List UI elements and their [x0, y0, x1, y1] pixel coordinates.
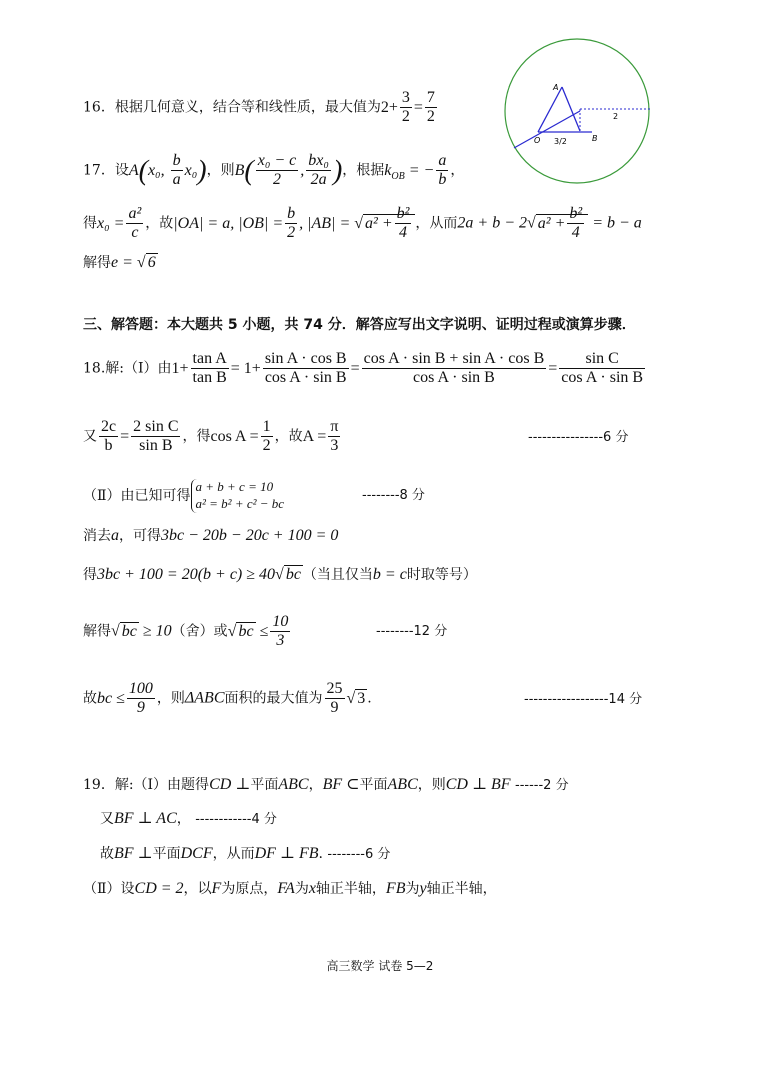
problem-19-line3 — [100, 846, 390, 862]
p19-l4-m5: FB — [385, 880, 406, 897]
p18-f10d: 9 — [136, 699, 145, 717]
p18-l4-eq: 3bc − 20b − 20c + 100 = 0 — [161, 527, 339, 544]
p16-two: 2 — [380, 98, 389, 116]
label-A: A — [553, 83, 559, 92]
p19-l3d: . — [318, 846, 323, 862]
label-O: O — [534, 136, 541, 145]
p16-frac1 — [400, 89, 412, 127]
p19-l3a: 故 — [100, 846, 114, 862]
p18-frac7 — [261, 418, 273, 456]
p19-l2b: ， — [176, 811, 191, 827]
p18-f6d: sin B — [139, 437, 173, 455]
p19-l4-m3: FA — [277, 880, 295, 897]
p19-l4-m1: CD = 2 — [134, 880, 184, 897]
p17-x0-frac — [126, 205, 143, 243]
p17-sq1: a² + — [365, 214, 393, 232]
problem-18-line4 — [83, 528, 338, 544]
p18-l6b: （舍）或 — [171, 623, 228, 640]
p18-frac6 — [131, 418, 180, 456]
p18-frac1 — [191, 350, 229, 388]
p18-f2d: cos A · sin B — [264, 369, 347, 387]
p18-l5-sq: bc — [285, 566, 301, 583]
equation-system — [191, 479, 285, 513]
p19-l4c: 为原点， — [221, 881, 278, 897]
p19-l1-m4: ABC — [387, 776, 418, 793]
problem-19-line4 — [83, 881, 497, 897]
section-3-heading: 三、解答题：本大题共 5 小题，共 74 分．解答应写出文字说明、证明过程或演算步骤． — [83, 317, 636, 333]
p18-l6-ge: ≥ 10 — [142, 622, 172, 640]
problem-17-line2: 得x₀ = $\frac{\text{a²}}{c}$ ，故|OA| = a, |OB| = $\frac{b}{2}$ , |AB| = √ a² + $\frac{\text{b²}}{4}$ ，从而2a + b − 2√ a² + $\frac{\text{b²}}{4}$ = b − a — [83, 205, 642, 242]
p19-l2-m: BF ⊥ AC — [114, 810, 177, 827]
circle-diagram — [500, 35, 660, 195]
score-mark-4: ------------4 分 — [195, 812, 277, 827]
p17-a-args: x₀, — [147, 161, 169, 179]
p17-k-num: a — [436, 152, 448, 171]
p18-eq2: = — [350, 359, 360, 377]
p19-l3-m3: DF ⊥ FB — [254, 845, 319, 862]
p18-l4b: ，可得 — [119, 528, 161, 544]
p17-k: k — [384, 161, 392, 179]
p18-f7n: 1 — [261, 418, 273, 437]
p18-f11n: 25 — [325, 680, 345, 699]
p17-l2b: ，故 — [145, 215, 174, 232]
p17-sq2-num: b² — [567, 205, 584, 224]
p17-b-num1: x₀ − c — [256, 152, 299, 171]
score-mark-2: ------2 分 — [515, 778, 569, 793]
p18-l2c: ，故 — [274, 428, 303, 445]
p17-a-fnum: b — [171, 152, 183, 171]
p18-l7-bc: bc ≤ — [97, 689, 125, 707]
p17-a-tail: x₀ — [184, 161, 198, 179]
p18-l6-sq2: bc — [238, 622, 254, 640]
p17-sq2-frac — [567, 205, 584, 243]
score-mark-8: --------8 分 — [362, 488, 425, 503]
p18-l4-var: a — [111, 527, 119, 544]
p18-f4n: sin C — [559, 350, 645, 369]
p17-ob-frac — [285, 205, 297, 243]
p17-l2c: ，从而 — [415, 215, 458, 232]
p16-num2: 7 — [425, 89, 437, 108]
p18-frac10 — [127, 680, 155, 718]
p19-l1b: 平面 — [250, 777, 279, 793]
problem-19-line2 — [100, 811, 277, 827]
side-AB — [562, 87, 580, 131]
p18-f11d: 9 — [330, 699, 339, 717]
p18-f3d: cos A · sin B — [413, 369, 495, 387]
p19-l4g: 轴正半轴， — [426, 881, 497, 897]
p18-l3a: （Ⅱ）由已知可得 — [83, 487, 191, 504]
side-OA — [538, 87, 562, 132]
p18-eq3: = — [548, 359, 558, 377]
p19-l4-m6: y — [419, 880, 427, 897]
problem-16 — [83, 89, 439, 127]
p18-cosA: cos A = — [210, 427, 259, 445]
p17-k-sub: OB — [391, 170, 405, 182]
problem-19-line1 — [83, 777, 569, 793]
p18-l4a: 消去 — [83, 528, 111, 544]
p19-l4e: 轴正半轴， — [315, 881, 386, 897]
p18-f1d: tan B — [192, 369, 227, 387]
p17-sq2: a² + — [537, 214, 566, 232]
p18-l6-le: ≤ — [259, 622, 269, 640]
p18-f8n: π — [328, 418, 340, 437]
p18-frac3 — [362, 350, 547, 388]
p17-sq1-frac — [395, 205, 412, 243]
p18-l7b: ，则 — [156, 690, 185, 707]
p19-l3b: 平面 — [152, 846, 181, 862]
p16-den: 2 — [401, 108, 410, 126]
p18-eq5: = — [120, 427, 130, 445]
p17-ob-den: 2 — [287, 224, 296, 242]
p17-x0-num: a² — [126, 205, 143, 224]
p18-l6a: 解得 — [83, 623, 111, 640]
label-3-2: 3/2 — [554, 137, 567, 146]
p19-l4-m2: F — [211, 880, 222, 897]
problem-18-line3 — [83, 479, 284, 513]
p19-l4-m4: x — [308, 880, 316, 897]
p18-l7-end: . — [367, 690, 372, 707]
p17-sq1-num: b² — [395, 205, 412, 224]
p17-x0-den: c — [131, 224, 139, 242]
p17-rel-end: = b − a — [592, 214, 642, 232]
p18-f7d: 2 — [262, 437, 271, 455]
problem-18-line5: 得3bc + 100 = 20(b + c) ≥ 40√ bc （当且仅当b = c时取等号） — [83, 566, 477, 583]
p18-one: 1+ — [171, 359, 189, 377]
p18-eq1: = 1+ — [230, 359, 261, 377]
p17-a-frac — [171, 152, 183, 190]
p18-l5-cond: b = c — [372, 566, 407, 583]
problem-17-line3: 解得e = √ 6 — [83, 254, 156, 271]
p16-text: 16．根据几何意义，结合等和线性质，最大值为 — [83, 99, 381, 116]
p19-l1e: ，则 — [417, 777, 446, 793]
p17-e: e = — [111, 254, 133, 271]
p18-f3n: cos A · sin B + sin A · cos B — [362, 350, 547, 369]
geometry-figure — [500, 35, 660, 199]
p18-l7a: 故 — [83, 690, 97, 707]
p18-frac4 — [559, 350, 645, 388]
p19-l1-m2: ABC — [278, 776, 309, 793]
p18-l6-sq1: bc — [121, 622, 137, 640]
p18-frac9 — [270, 613, 290, 651]
p18-l5-eq: 3bc + 100 = 20(b + c) ≥ 40 — [97, 566, 276, 583]
p19-l4a: （Ⅱ）设 — [83, 881, 135, 897]
p18-frac5 — [99, 418, 118, 456]
p19-l4d: 为 — [294, 881, 309, 897]
p18-l7c: 面积的最大值为 — [224, 690, 323, 707]
p17-b-den1: 2 — [273, 171, 281, 189]
score-mark-6b: --------6 分 — [327, 847, 391, 862]
p18-f8d: 3 — [330, 437, 339, 455]
label-2: 2 — [613, 112, 619, 121]
problem-18-line1 — [83, 350, 647, 388]
p19-l3-m1: BF ⊥ — [114, 845, 153, 862]
p18-frac8 — [328, 418, 340, 456]
p18-f9n: 10 — [270, 613, 290, 632]
p17-ob-num: b — [285, 205, 297, 224]
p16-eq: = — [413, 98, 423, 116]
p19-l1a: 19．解:（Ⅰ）由题得 — [83, 777, 210, 793]
p19-l1c: ， — [308, 777, 323, 793]
p18-f2n: sin A · cos B — [263, 350, 349, 369]
sys-eq2: a² = b² + c² − bc — [195, 495, 285, 511]
p18-f1n: tan A — [191, 350, 229, 369]
problem-18-line2 — [83, 418, 342, 456]
p17-b-den2: 2a — [310, 171, 327, 189]
p19-l3-m2: DCF — [180, 845, 213, 862]
p18-frac2 — [263, 350, 349, 388]
p17-l1a: 17．设 — [83, 162, 129, 179]
p18-Aeq: A = — [302, 427, 327, 445]
p19-l4f: 为 — [405, 881, 420, 897]
p17-k-frac — [436, 152, 448, 190]
problem-18-line7: 故bc ≤ $\frac{100}{9}$ ，则ΔABC面积的最大值为 $\frac{25}{9}$ √ 3 . — [83, 680, 372, 717]
p17-b-num2: bx₀ — [306, 152, 331, 171]
score-mark-12: --------12 分 — [376, 624, 448, 639]
p18-l5b: （当且仅当 — [302, 567, 373, 583]
p16-plus: + — [388, 98, 398, 116]
p18-f10n: 100 — [127, 680, 155, 699]
p18-f6n: 2 sin C — [131, 418, 180, 437]
p17-b-frac1 — [256, 152, 299, 190]
p16-num: 3 — [400, 89, 412, 108]
p17-k-den: b — [438, 171, 447, 189]
p18-l2a: 又 — [83, 428, 97, 445]
score-mark-14: ------------------14 分 — [524, 692, 643, 707]
p17-sq1-den: 4 — [399, 224, 408, 242]
p17-x0: x₀ = — [97, 214, 125, 232]
p18-frac11 — [325, 680, 345, 718]
problem-17-line1: 17．设A(x₀, $\frac{b}{a}$ x₀)，则B( $\frac{\text{x₀ − c}}{2}$ , $\frac{\text{bx₀}}{2a}$ )，根据$k_{OB}$ = − $\frac{a}{b}$ ， — [83, 152, 465, 189]
p17-rel: 2a + b − 2 — [457, 214, 528, 232]
p17-l1c: ，根据 — [342, 162, 385, 179]
sys-eq1: a + b + c = 10 — [195, 479, 274, 494]
p17-l3a: 解得 — [83, 255, 111, 271]
label-B: B — [592, 134, 598, 143]
p18-l2b: ，得 — [182, 428, 211, 445]
p19-l1-m1: CD ⊥ — [209, 776, 251, 793]
p19-l4b: ，以 — [183, 881, 212, 897]
p19-l2a: 又 — [100, 811, 114, 827]
problem-18-line6: 解得√ bc ≥ 10（舍）或√ bc ≤ $\frac{10}{3}$ — [83, 613, 289, 650]
p17-e-sqrt: 6 — [147, 254, 156, 271]
p17-b-frac2 — [306, 152, 331, 190]
p18-f5n: 2c — [99, 418, 118, 437]
p17-k-eq: = − — [408, 161, 435, 179]
circle-outline — [505, 39, 649, 183]
p18-l7-sq: 3 — [357, 689, 366, 707]
p18-head: 18.解:（Ⅰ）由 — [83, 360, 172, 377]
p19-l1-m3: BF ⊂ — [322, 776, 360, 793]
radius-line — [514, 111, 580, 148]
p18-l7-tri: ΔABC — [184, 689, 225, 707]
p18-f4d: cos A · sin B — [561, 369, 644, 387]
p17-l2a: 得 — [83, 215, 97, 232]
p19-l1d: 平面 — [359, 777, 388, 793]
p17-l1b: ，则 — [206, 162, 235, 179]
p18-l5a: 得 — [83, 567, 97, 583]
p17-a-fden: a — [172, 171, 181, 189]
p16-frac2 — [425, 89, 437, 127]
page-footer: 高三数学 试卷 5—2 — [326, 959, 434, 973]
p17-sq2-den: 4 — [571, 224, 580, 242]
score-mark-6: ----------------6 分 — [528, 430, 629, 445]
p17-ab: , |AB| = — [299, 214, 351, 232]
p19-l3c: ，从而 — [212, 846, 255, 862]
p16-den2: 2 — [426, 108, 435, 126]
p19-l1-m5: CD ⊥ BF — [445, 776, 511, 793]
p18-l5c: 时取等号） — [406, 567, 477, 583]
p18-f9d: 3 — [276, 632, 285, 650]
p18-f5d: b — [104, 437, 113, 455]
p17-abs: |OA| = a, |OB| = — [173, 214, 284, 232]
